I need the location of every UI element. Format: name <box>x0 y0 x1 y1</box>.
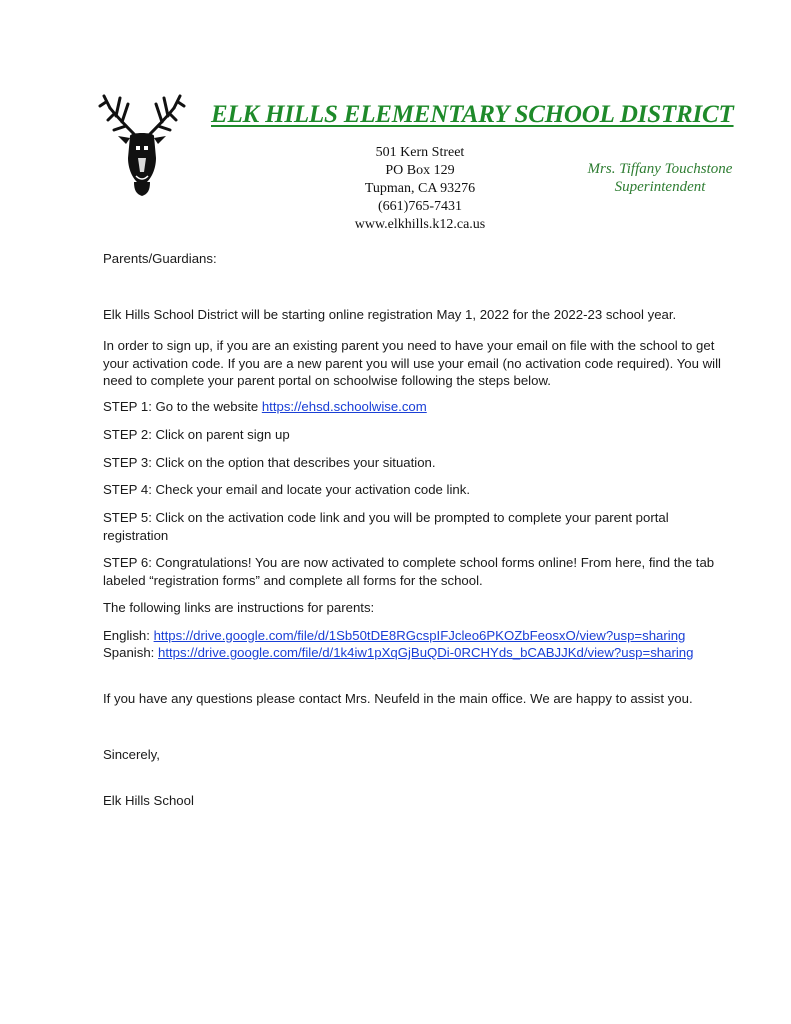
step-6: STEP 6: Congratulations! You are now activated to complete school forms online! From here, find the tab labeled “registration forms” and complete all forms for the school. <box>103 555 715 588</box>
district-title: ELK HILLS ELEMENTARY SCHOOL DISTRICT <box>211 101 734 128</box>
links-intro: The following links are instructions for parents: <box>103 600 375 615</box>
schoolwise-link[interactable]: https://ehsd.schoolwise.com <box>261 399 427 414</box>
salutation: Parents/Guardians: <box>103 251 217 266</box>
questions-paragraph: If you have any questions please contact Mrs. Neufeld in the main office. We are happy to assist you. <box>103 691 693 706</box>
english-instructions <box>103 627 763 645</box>
step-4: STEP 4: Check your email and locate your activation code link. <box>103 482 470 497</box>
signature: Elk Hills School <box>103 793 194 808</box>
english-instructions-link[interactable]: https://drive.google.com/file/d/1Sb50tDE8RGcspIFJcleo6PKOZbFeosxO/view?usp=sharing <box>153 628 686 643</box>
intro-paragraph: Elk Hills School District will be starting online registration May 1, 2022 for the 2022-23 school year. <box>103 307 677 322</box>
spanish-label: Spanish: <box>103 645 158 660</box>
address-city-state-zip: Tupman, CA 93276 <box>364 181 476 196</box>
step-1 <box>103 398 723 416</box>
superintendent-block <box>565 160 755 196</box>
elk-head-icon <box>96 88 188 198</box>
address-website: www.elkhills.k12.ca.us <box>354 217 486 232</box>
english-label: English: <box>103 628 154 643</box>
address-street: 501 Kern Street <box>375 145 465 160</box>
superintendent-name: Mrs. Tiffany Touchstone <box>587 161 733 177</box>
step-3: STEP 3: Click on the option that describes your situation. <box>103 455 436 470</box>
step-2: STEP 2: Click on parent sign up <box>103 427 290 442</box>
address-po-box: PO Box 129 <box>385 163 455 178</box>
address-phone: (661)765-7431 <box>378 199 462 214</box>
step-5: STEP 5: Click on the activation code link and you will be prompted to complete your parent portal registration <box>103 510 669 543</box>
spanish-instructions-link[interactable]: https://drive.google.com/file/d/1k4iw1pXqGjBuQDi-0RCHYds_bCABJJKd/view?usp=sharing <box>158 645 694 660</box>
spanish-instructions <box>103 644 763 662</box>
instructions-paragraph: In order to sign up, if you are an existing parent you need to have your email on file with the school to get your activation code. If you are a new parent you will use your email (no activation code required). You will need to complete your parent portal on schoolwise following the steps below. <box>103 338 721 388</box>
closing: Sincerely, <box>103 747 160 762</box>
step-1-text: STEP 1: Go to the website <box>103 399 262 414</box>
district-address <box>330 144 510 234</box>
superintendent-title: Superintendent <box>614 179 706 195</box>
